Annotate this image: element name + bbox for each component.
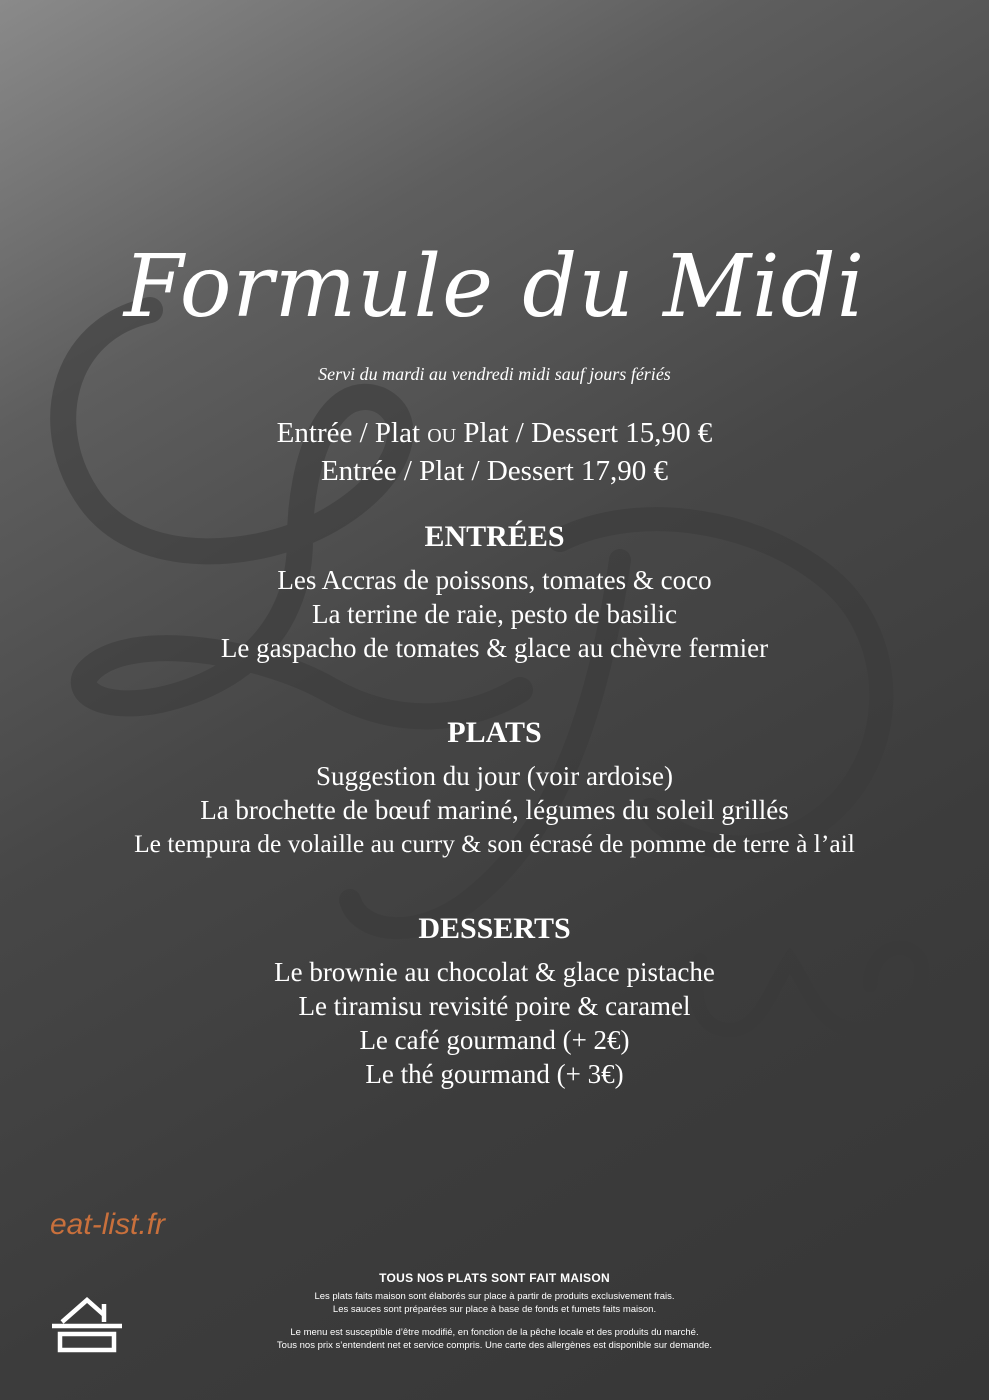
desserts-heading: DESSERTS	[418, 912, 571, 945]
desserts-section	[0, 909, 989, 1091]
formula-1-part2: Plat / Dessert 15,90 €	[463, 417, 713, 449]
plats-heading: PLATS	[447, 716, 542, 749]
entrees-heading: ENTRÉES	[424, 520, 565, 553]
formula-line-1	[0, 414, 989, 452]
site-logo: eat-list.fr	[50, 1208, 166, 1241]
menu-item: Le gaspacho de tomates & glace au chèvre fermier	[220, 633, 769, 663]
entrees-section	[0, 517, 989, 665]
footer-title: TOUS NOS PLATS SONT FAIT MAISON	[379, 1271, 610, 1285]
menu-item: Les Accras de poissons, tomates & coco	[277, 565, 712, 595]
page-title: Formule du Midi	[123, 237, 866, 337]
menu-item: La terrine de raie, pesto de basilic	[311, 599, 678, 629]
menu-item: Le thé gourmand (+ 3€)	[365, 1059, 624, 1089]
plats-section	[0, 713, 989, 861]
formulas-block	[0, 414, 989, 490]
menu-item: Le café gourmand (+ 2€)	[359, 1025, 630, 1055]
formula-1-or: ou	[427, 417, 457, 449]
footer-line: Les sauces sont préparées sur place à base de fonds et fumets faits maison.	[332, 1303, 657, 1315]
formula-line-2: Entrée / Plat / Dessert 17,90 €	[320, 455, 669, 487]
formula-1-part1: Entrée / Plat	[276, 417, 421, 449]
footer	[0, 1270, 989, 1352]
menu-item: Le tiramisu revisité poire & caramel	[298, 991, 691, 1021]
footer-line: Tous nos prix s’entendent net et service compris. Une carte des allergènes est disponible sur demande.	[276, 1339, 713, 1351]
menu-item: Le brownie au chocolat & glace pistache	[274, 957, 715, 987]
menu-item: Le tempura de volaille au curry & son écrasé de pomme de terre à l’ail	[134, 829, 855, 858]
footer-line: Le menu est susceptible d’être modifié, en fonction de la pêche locale et des produits du marché.	[290, 1327, 699, 1338]
footer-line: Les plats faits maison sont élaborés sur place à partir de produits exclusivement frais.	[314, 1291, 675, 1302]
menu-item: Suggestion du jour (voir ardoise)	[316, 761, 673, 791]
menu-item: La brochette de bœuf mariné, légumes du soleil grillés	[200, 795, 789, 825]
page-subtitle: Servi du mardi au vendredi midi sauf jours fériés	[318, 364, 671, 384]
